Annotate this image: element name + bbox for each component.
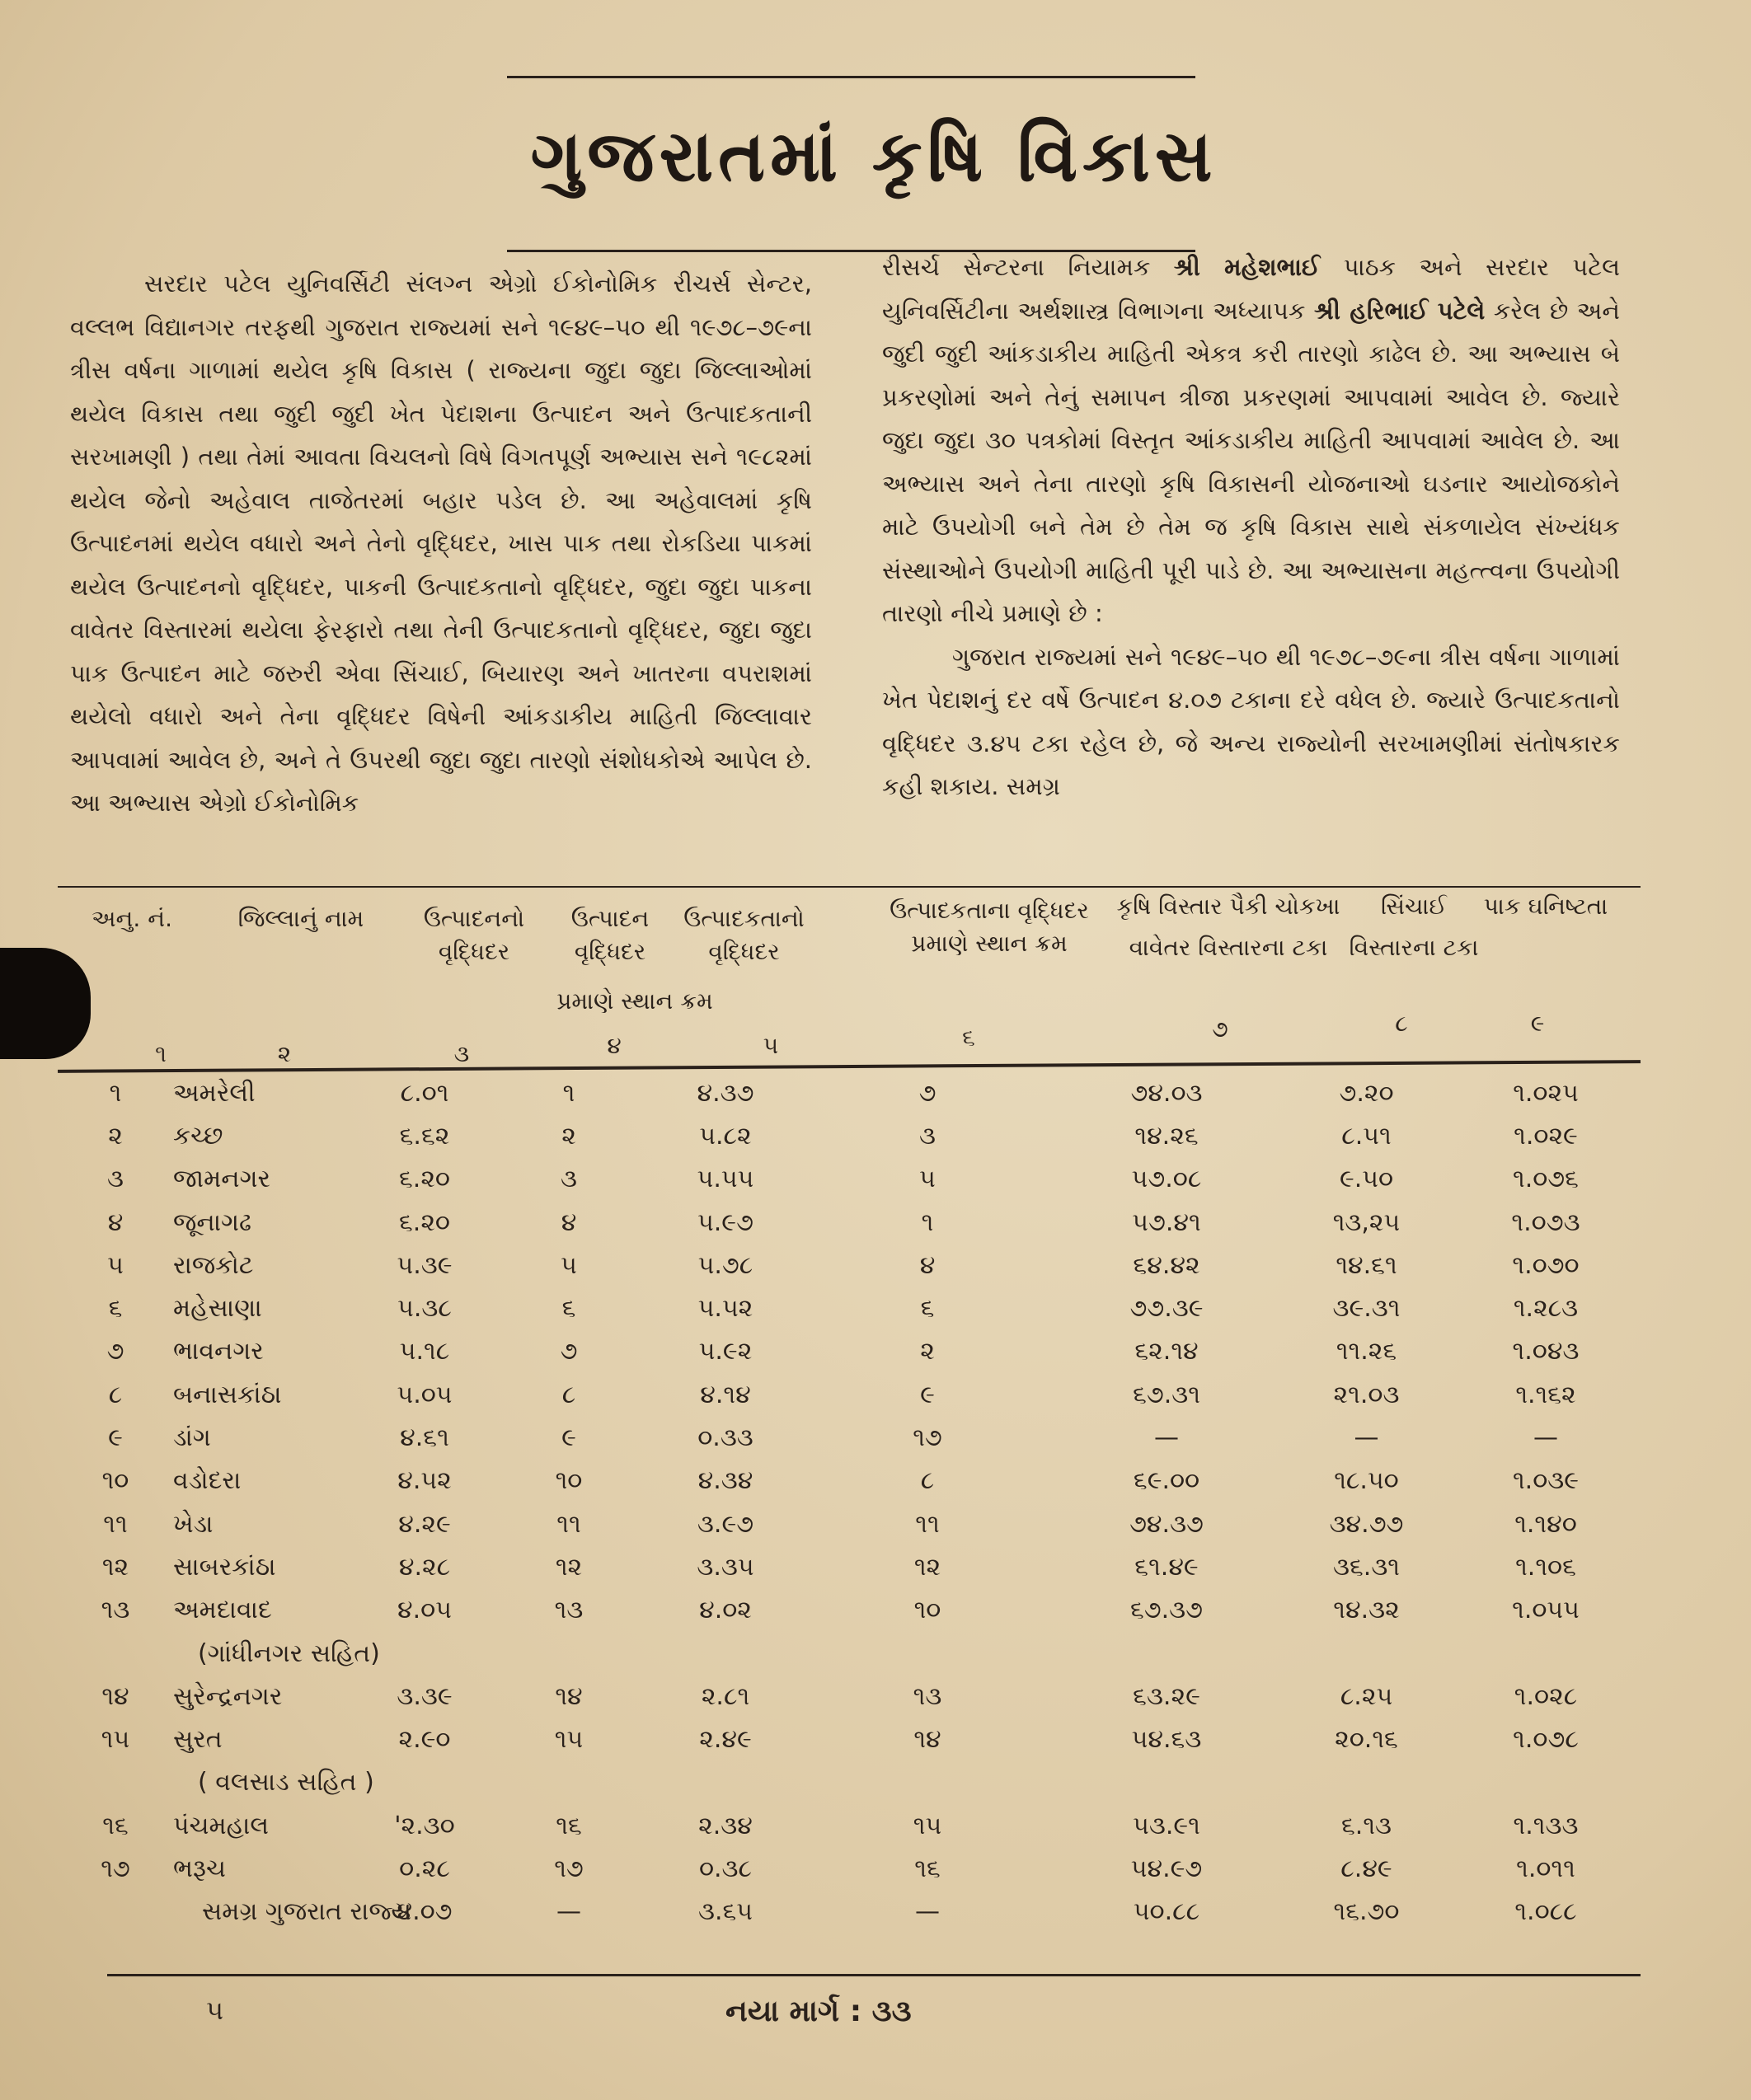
table-cell (1282, 1761, 1451, 1804)
table-cell: ૨ (920, 1337, 935, 1366)
table-cell: ૯ (561, 1423, 576, 1453)
table-cell: ૩.૩૯ (397, 1681, 453, 1711)
table-cell: ૧૨ (913, 1552, 941, 1582)
table-row (58, 1158, 1641, 1201)
table-cell: ૬૪.૪૨ (1133, 1250, 1200, 1280)
table-cell: ૪.૩૪ (697, 1466, 753, 1496)
header-serial-number: અનુ. નં. (92, 905, 172, 932)
column-number: ૯ (1530, 1010, 1545, 1037)
table-row (58, 1330, 1641, 1373)
table-cell: ૪ (919, 1250, 936, 1280)
table-row (58, 1718, 1641, 1760)
total-cell: — (556, 1897, 581, 1927)
table-cell (1051, 1761, 1282, 1804)
header-productivity-growth: ઉત્પાદકતાનો વૃદ્ધિદર (683, 905, 805, 965)
table-cell: ૧.૨૮૩ (1513, 1294, 1579, 1324)
table-cell: ૩ (561, 1165, 577, 1194)
table-cell: ૫ (107, 1250, 124, 1280)
table-cell: ૧૩ (101, 1596, 130, 1625)
table-cell: (ગાંધીનગર સહિત) (198, 1638, 380, 1668)
table-cell: જૂનાગઢ (173, 1207, 251, 1237)
table-cell: ૭ (918, 1078, 937, 1108)
table-rule-bottom (107, 1974, 1641, 1976)
table-cell: ૪.૦૫ (397, 1596, 452, 1625)
table-cell (491, 1761, 647, 1804)
table-cell: ૬ (561, 1294, 576, 1324)
table-cell: ૫.૫૨ (697, 1294, 753, 1324)
table-cell: ૧૩,૨૫ (1332, 1207, 1401, 1237)
header-district-name: જિલ્લાનું નામ (237, 905, 364, 932)
table-cell (58, 1632, 173, 1675)
table-cell: ૪ (107, 1207, 124, 1237)
table-cell: ૨૧.૦૩ (1333, 1380, 1400, 1409)
table-cell: ૩ (919, 1121, 936, 1151)
table-cell: ૧.૦૭૮ (1513, 1725, 1579, 1755)
table-cell: ૪.૨૮ (398, 1552, 451, 1582)
table-cell: ૧.૦૨૮ (1514, 1681, 1578, 1711)
header-rank-caption: પ્રમાણે સ્થાન ક્રમ (556, 987, 713, 1015)
table-cell: ૯.૫૦ (1339, 1165, 1394, 1194)
table-cell: ૧.૦૭૦ (1512, 1250, 1580, 1280)
table-cell: ૬૭.૩૧ (1133, 1380, 1200, 1409)
table-cell: ભાવનગર (173, 1337, 264, 1366)
table-cell: ૧.૦૩૯ (1512, 1466, 1580, 1496)
table-cell: ૫.૩૮ (397, 1294, 452, 1324)
table-row (58, 1071, 1641, 1114)
table-cell: ૧૪ (101, 1681, 129, 1711)
table-total-row (58, 1891, 1641, 1934)
table-body (58, 1071, 1641, 1934)
table-cell: ૩.૯૭ (697, 1509, 754, 1539)
table-cell: ૭.૨૦ (1339, 1078, 1394, 1108)
article-paragraph-right (882, 246, 1620, 635)
table-cell: ૩૪.૭૭ (1329, 1509, 1404, 1539)
table-cell: ૮.૫૧ (1341, 1121, 1392, 1151)
table-cell: ૫.૧૮ (399, 1337, 450, 1366)
table-cell: ૧૪ (555, 1681, 583, 1711)
table-cell: ૧૪ (913, 1725, 941, 1755)
table-cell: — (1533, 1423, 1558, 1453)
table-cell: ૧ (109, 1078, 122, 1108)
table-cell: ૨ (108, 1121, 123, 1151)
table-cell: ૫.૦૫ (397, 1380, 453, 1409)
column-number: ૮ (1395, 1010, 1408, 1037)
table-cell: અમરેલી (173, 1078, 256, 1108)
table-cell: ૬૭.૩૭ (1129, 1596, 1204, 1625)
table-note-row (58, 1761, 1641, 1804)
table-cell: ૭૪.૩૭ (1129, 1509, 1204, 1539)
table-row (58, 1287, 1641, 1329)
table-cell: ૦.૩૮ (698, 1854, 753, 1883)
table-cell: ૮ (561, 1380, 576, 1409)
table-cell: ૧૫ (554, 1725, 584, 1755)
table-cell: ૧.૧૦૬ (1515, 1552, 1576, 1582)
table-cell: ૭ (560, 1337, 578, 1366)
table-cell: ૫ (561, 1250, 577, 1280)
total-cell: ૩.૬૫ (697, 1897, 753, 1927)
table-cell: ૬૯.૦૦ (1133, 1466, 1200, 1496)
table-cell: ૧૫ (913, 1811, 942, 1840)
column-number: ૫ (763, 1032, 779, 1059)
table-row (58, 1244, 1641, 1287)
table-cell: ૨ (561, 1121, 576, 1151)
table-cell: ૪ (561, 1207, 577, 1237)
table-cell (491, 1632, 647, 1675)
table-cell: ૨.૩૪ (698, 1811, 753, 1840)
table-cell: ૭૪.૦૩ (1130, 1078, 1203, 1108)
table-cell: ૧૭ (913, 1423, 942, 1453)
table-cell: ૫૩.૯૧ (1133, 1811, 1200, 1840)
article-paragraph-right-2: ગુજરાત રાજ્યમાં સને ૧૯૪૯–૫૦ થી ૧૯૭૮–૭૯ના ત્રીસ વર્ષના ગાળામાં ખેત પેદાશનું દર વર્ષે ઉત્પાદન ૪.૦૭ ટકાના દરે વધેલ છે. જ્યારે ઉત્પાદકતાનો વૃદ્ધિદર ૩.૪૫ ટકા રહેલ છે, જે અન્ય રાજ્યોની સરખામણીમાં સંતોષકારક કહી શકાય. સમગ્ર (882, 642, 1620, 800)
table-cell: જામનગર (173, 1165, 271, 1194)
table-cell: ૫.૮૨ (699, 1121, 752, 1151)
article-column-right (882, 246, 1620, 809)
table-cell: ૧૨ (101, 1552, 129, 1582)
table-row (58, 1114, 1641, 1157)
table-cell: ૧.૧૩૩ (1513, 1811, 1579, 1840)
total-cell: ૧૬.૭૦ (1333, 1897, 1400, 1927)
column-number: ૬ (962, 1024, 975, 1051)
table-cell: ૧૪.૨૬ (1134, 1121, 1199, 1151)
header-productivity-rank: ઉત્પાદકતાના વૃદ્ધિદર પ્રમાણે સ્થાન ક્રમ (890, 897, 1089, 957)
table-cell: ૨.૯૦ (398, 1725, 451, 1755)
table-cell: ૧૧ (556, 1509, 581, 1539)
table-row (58, 1502, 1641, 1545)
page-title: ગુજરાતમાં કૃષિ વિકાસ (530, 115, 1218, 198)
table-cell (804, 1761, 1051, 1804)
table-row (58, 1847, 1641, 1890)
table-row (58, 1373, 1641, 1416)
table-cell (647, 1761, 804, 1804)
total-cell: ૪.૦૭ (397, 1897, 453, 1927)
table-cell: ૧૧ (103, 1509, 128, 1539)
header-net-sown-area: કૃષિ વિસ્તાર પૈકી ચોકખા વાવેતર વિસ્તારના ટકા (1116, 893, 1340, 961)
table-cell: કચ્છ (173, 1121, 223, 1151)
table-cell (647, 1632, 804, 1675)
column-number: ૪ (607, 1032, 622, 1059)
table-cell (1451, 1761, 1641, 1804)
table-cell: ૮.૪૯ (1340, 1854, 1392, 1883)
table-cell: — (1154, 1423, 1179, 1453)
professor-name: શ્રી હરિભાઈ પટેલે (1314, 296, 1486, 325)
table-row (58, 1675, 1641, 1718)
table-row (58, 1201, 1641, 1244)
table-cell: ૦.૩૩ (697, 1423, 753, 1453)
article-paragraph-left: સરદાર પટેલ યુનિવર્સિટી સંલગ્ન એગ્રો ઈકોનોમિક રીચર્સ સેન્ટર, વલ્લભ વિદ્યાનગર તરફથી ગુજરાત રાજ્યમાં સને ૧૯૪૯–૫૦ થી ૧૯૭૮–૭૯ના ત્રીસ વર્ષના ગાળામાં થયેલ કૃષિ વિકાસ ( રાજ્યના જુદા જુદા જિલ્લાઓમાં થયેલ વિકાસ તથા જુદી જુદી ખેત પેદાશના ઉત્પાદન અને ઉત્પાદકતાની સરખામણી ) તથા તેમાં આવતા વિચલનો વિષે વિગતપૂર્ણ અભ્યાસ સને ૧૯૮૨માં થયેલ જેનો અહેવાલ તાજેતરમાં બહાર પડેલ છે. આ અહેવાલમાં કૃષિ ઉત્પાદનમાં થયેલ વધારો અને તેનો વૃદ્ધિદર, ખાસ પાક તથા રોકડિયા પાકમાં થયેલ ઉત્પાદનનો વૃદ્ધિદર, પાકની ઉત્પાદકતાનો વૃદ્ધિદર, જુદા જુદા પાકના વાવેતર વિસ્તારમાં થયેલા ફેરફારો તથા તેની ઉત્પાદકતાનો વૃદ્ધિદર, જુદા જુદા પાક ઉત્પાદન માટે જરુરી એવા સિંચાઈ, બિયારણ અને ખાતરના વપરાશમાં થયેલો વધારો અને તેના વૃદ્ધિદર વિષેની આંકડાકીય માહિતી જિલ્લાવાર આપવામાં આવેલ છે, અને તે ઉપરથી જુદા જુદા તારણો સંશોધકોએ આપેલ છે. આ અભ્યાસ એગ્રો ઈકોનોમિક (70, 270, 812, 817)
table-cell: ૧૩ (913, 1681, 942, 1711)
column-number: ૨ (277, 1040, 292, 1067)
table-cell: ૮ (108, 1380, 123, 1409)
table-cell: ૧૨ (555, 1552, 583, 1582)
column-number: ૩ (453, 1040, 470, 1067)
table-cell: ( વલસાડ સહિત ) (198, 1768, 374, 1798)
table-cell: મહેસાણા (173, 1294, 262, 1324)
column-number: ૧ (155, 1040, 167, 1067)
table-row (58, 1545, 1641, 1588)
table-cell: ૮.૦૧ (400, 1078, 449, 1108)
table-cell: ૪.૬૧ (400, 1423, 449, 1453)
table-cell: ૧૮.૫૦ (1334, 1466, 1399, 1496)
table-cell: ૫૪.૬૩ (1131, 1725, 1202, 1755)
table-cell: બનાસકાંઠા (173, 1380, 282, 1409)
table-row (58, 1804, 1641, 1847)
table-cell: ૩ (107, 1165, 124, 1194)
table-cell (58, 1761, 173, 1804)
table-cell: '૨.૩૦ (394, 1811, 455, 1840)
table-cell: ૧.૧૬૨ (1515, 1380, 1576, 1409)
table-cell (1451, 1632, 1641, 1675)
table-cell: ૮ (920, 1466, 935, 1496)
table-cell: ૫.૭૮ (697, 1250, 753, 1280)
header-irrigated-area: સિંચાઈ વિસ્તારના ટકા (1349, 893, 1479, 961)
table-cell: ૪.૩૭ (697, 1078, 754, 1108)
table-note-row (58, 1632, 1641, 1675)
table-cell: ૧.૦૨૯ (1514, 1121, 1578, 1151)
table-cell: રાજકોટ (173, 1250, 254, 1280)
district-data-table (58, 1071, 1641, 1934)
table-cell (359, 1761, 491, 1804)
table-cell: સુરેન્દ્રનગર (173, 1681, 283, 1711)
table-cell: ૧૬ (556, 1811, 582, 1840)
table-cell: ૬.૨૦ (398, 1165, 450, 1194)
total-label: સમગ્ર ગુજરાત રાજ્ય (202, 1897, 412, 1927)
table-cell: ૩૯.૩૧ (1332, 1294, 1401, 1324)
table-cell: ૯ (108, 1423, 123, 1453)
table-cell: ૬૨.૧૪ (1134, 1337, 1199, 1366)
table-cell: ૫૭.૦૮ (1131, 1165, 1202, 1194)
table-cell: ૧.૧૪૦ (1514, 1509, 1577, 1539)
table-cell: ૧૬ (102, 1811, 129, 1840)
title-rule-top (507, 76, 1195, 78)
table-cell: ૧.૦૭૬ (1513, 1165, 1579, 1194)
table-cell: ૫ (919, 1165, 936, 1194)
header-production-rank: ઉત્પાદન વૃદ્ધિદર (570, 905, 650, 965)
table-cell: ૧૬ (914, 1854, 941, 1883)
table-cell: ૪.૧૪ (700, 1380, 751, 1409)
total-cell: ૫૦.૮૮ (1133, 1897, 1200, 1927)
table-cell (804, 1632, 1051, 1675)
table-cell (1051, 1632, 1282, 1675)
table-cell: ૧૧ (915, 1509, 940, 1539)
table-cell: ૬.૨૦ (398, 1207, 450, 1237)
table-row (58, 1460, 1641, 1502)
article-column-left (70, 262, 812, 825)
table-cell: વડોદરા (173, 1466, 242, 1496)
table-cell: ૧.૦૫૫ (1512, 1596, 1580, 1625)
table-cell: ભરૂચ (173, 1854, 226, 1883)
table-cell: ૧૩ (554, 1596, 584, 1625)
page-number-left: ૫ (206, 1995, 224, 2026)
table-cell: ૧.૦૪૩ (1512, 1337, 1580, 1366)
director-name: શ્રી મહેશભાઈ (1173, 253, 1321, 281)
table-cell: પંચમહાલ (173, 1811, 270, 1840)
text-segment: પાઠક અને સરદાર પટેલ યુનિવર્સિટીના અર્થશાસ્ત્ર વિભાગના અધ્યાપક (882, 253, 1621, 325)
table-cell: ૧.૦૨૫ (1513, 1078, 1579, 1108)
table-cell: ૫.૯૨ (698, 1337, 753, 1366)
text-segment: રીસર્ચ સેન્ટરના નિયામક (882, 253, 1151, 281)
table-cell: — (1354, 1423, 1379, 1453)
table-cell: ૧.૦૭૩ (1511, 1207, 1580, 1237)
table-cell: ૧૫ (101, 1725, 130, 1755)
table-cell: ૫૪.૯૭ (1130, 1854, 1203, 1883)
total-cell: — (915, 1897, 940, 1927)
table-cell: ૪.૫૨ (397, 1466, 452, 1496)
table-cell: ૯ (920, 1380, 935, 1409)
table-cell: ૦.૨૮ (399, 1854, 450, 1883)
table-cell: ૬ (920, 1294, 935, 1324)
table-cell: ૨.૮૧ (701, 1681, 750, 1711)
column-number: ૭ (1212, 1015, 1228, 1043)
table-cell: ૧૭ (101, 1854, 130, 1883)
table-cell (1282, 1632, 1451, 1675)
header-production-growth: ઉત્પાદનનો વૃદ્ધિદર (423, 905, 525, 965)
table-cell: ૧૪.૩૨ (1333, 1596, 1400, 1625)
table-cell: ૫૭.૪૧ (1132, 1207, 1201, 1237)
table-cell: ૧૦ (101, 1466, 129, 1496)
table-cell: ૨.૪૯ (699, 1725, 752, 1755)
table-cell: ૧.૦૧૧ (1516, 1854, 1575, 1883)
table-cell: સાબરકાંઠા (173, 1552, 276, 1582)
table-cell: ૪.૨૯ (398, 1509, 451, 1539)
table-cell: ખેડા (173, 1509, 214, 1539)
table-cell: ૭ (106, 1337, 124, 1366)
table-cell: અમદાવાદ (173, 1596, 272, 1625)
table-cell: ૧ (562, 1078, 575, 1108)
ink-blot (0, 948, 91, 1059)
table-cell: ૧૦ (913, 1596, 941, 1625)
table-cell: ૫.૫૫ (697, 1165, 754, 1194)
table-row (58, 1416, 1641, 1459)
table-cell: સુરત (173, 1725, 223, 1755)
table-cell: ૬.૬૨ (399, 1121, 450, 1151)
table-cell: ૭૭.૩૯ (1129, 1294, 1204, 1324)
table-cell: ૬.૧૩ (1340, 1811, 1392, 1840)
header-crop-intensity: પાક ઘનિષ્ટતા (1483, 893, 1608, 920)
table-cell: ૧૦ (555, 1466, 583, 1496)
table-cell: ૫.૩૯ (397, 1250, 453, 1280)
table-cell: ૧૧.૨૬ (1336, 1337, 1397, 1366)
table-cell: ૩૬.૩૧ (1333, 1552, 1400, 1582)
table-cell: ડાંગ (173, 1423, 211, 1453)
table-cell: ૬ (108, 1294, 123, 1324)
table-cell: ૨૦.૧૬ (1335, 1725, 1398, 1755)
text-segment: કરેલ છે અને જુદી જુદી આંકડાકીય માહિતી એકત્ર કરી તારણો કાઢેલ છે. આ અભ્યાસ બે પ્રકરણોમાં અને તેનું સમાપન ત્રીજા પ્રકરણમાં આપવામાં આવેલ છે. જ્યારે જુદા જુદા ૩૦ પત્રકોમાં વિસ્તૃત આંકડાકીય માહિતી આપવામાં આવેલ છે. આ અભ્યાસ અને તેના તારણો કૃષિ વિકાસની યોજનાઓ ઘડનાર આયોજકોને માટે ઉપયોગી બને તેમ છે તેમ જ કૃષિ વિકાસ સાથે સંકળાયેલ સંખ્યંધક સંસ્થાઓને ઉપયોગી માહિતી પૂરી પાડે છે. આ અભ્યાસના મહત્ત્વના ઉપયોગી તારણો નીચે પ્રમાણે છે : (882, 296, 1621, 627)
table-cell: ૬૩.૨૯ (1133, 1681, 1200, 1711)
total-cell: ૧.૦૮૮ (1514, 1897, 1577, 1927)
table-cell: ૫.૯૭ (697, 1207, 753, 1237)
table-cell: ૩.૩૫ (697, 1552, 754, 1582)
table-row (58, 1589, 1641, 1632)
table-cell: ૪.૦૨ (699, 1596, 752, 1625)
table-cell: ૮.૨૫ (1340, 1681, 1393, 1711)
table-cell: ૧૪.૬૧ (1336, 1250, 1397, 1280)
table-cell: ૧૭ (554, 1854, 584, 1883)
table-cell: ૧ (921, 1207, 934, 1237)
table-cell: ૬૧.૪૯ (1134, 1552, 1199, 1582)
journal-footer: નયા માર્ગ : ૩૩ (725, 1995, 912, 2028)
